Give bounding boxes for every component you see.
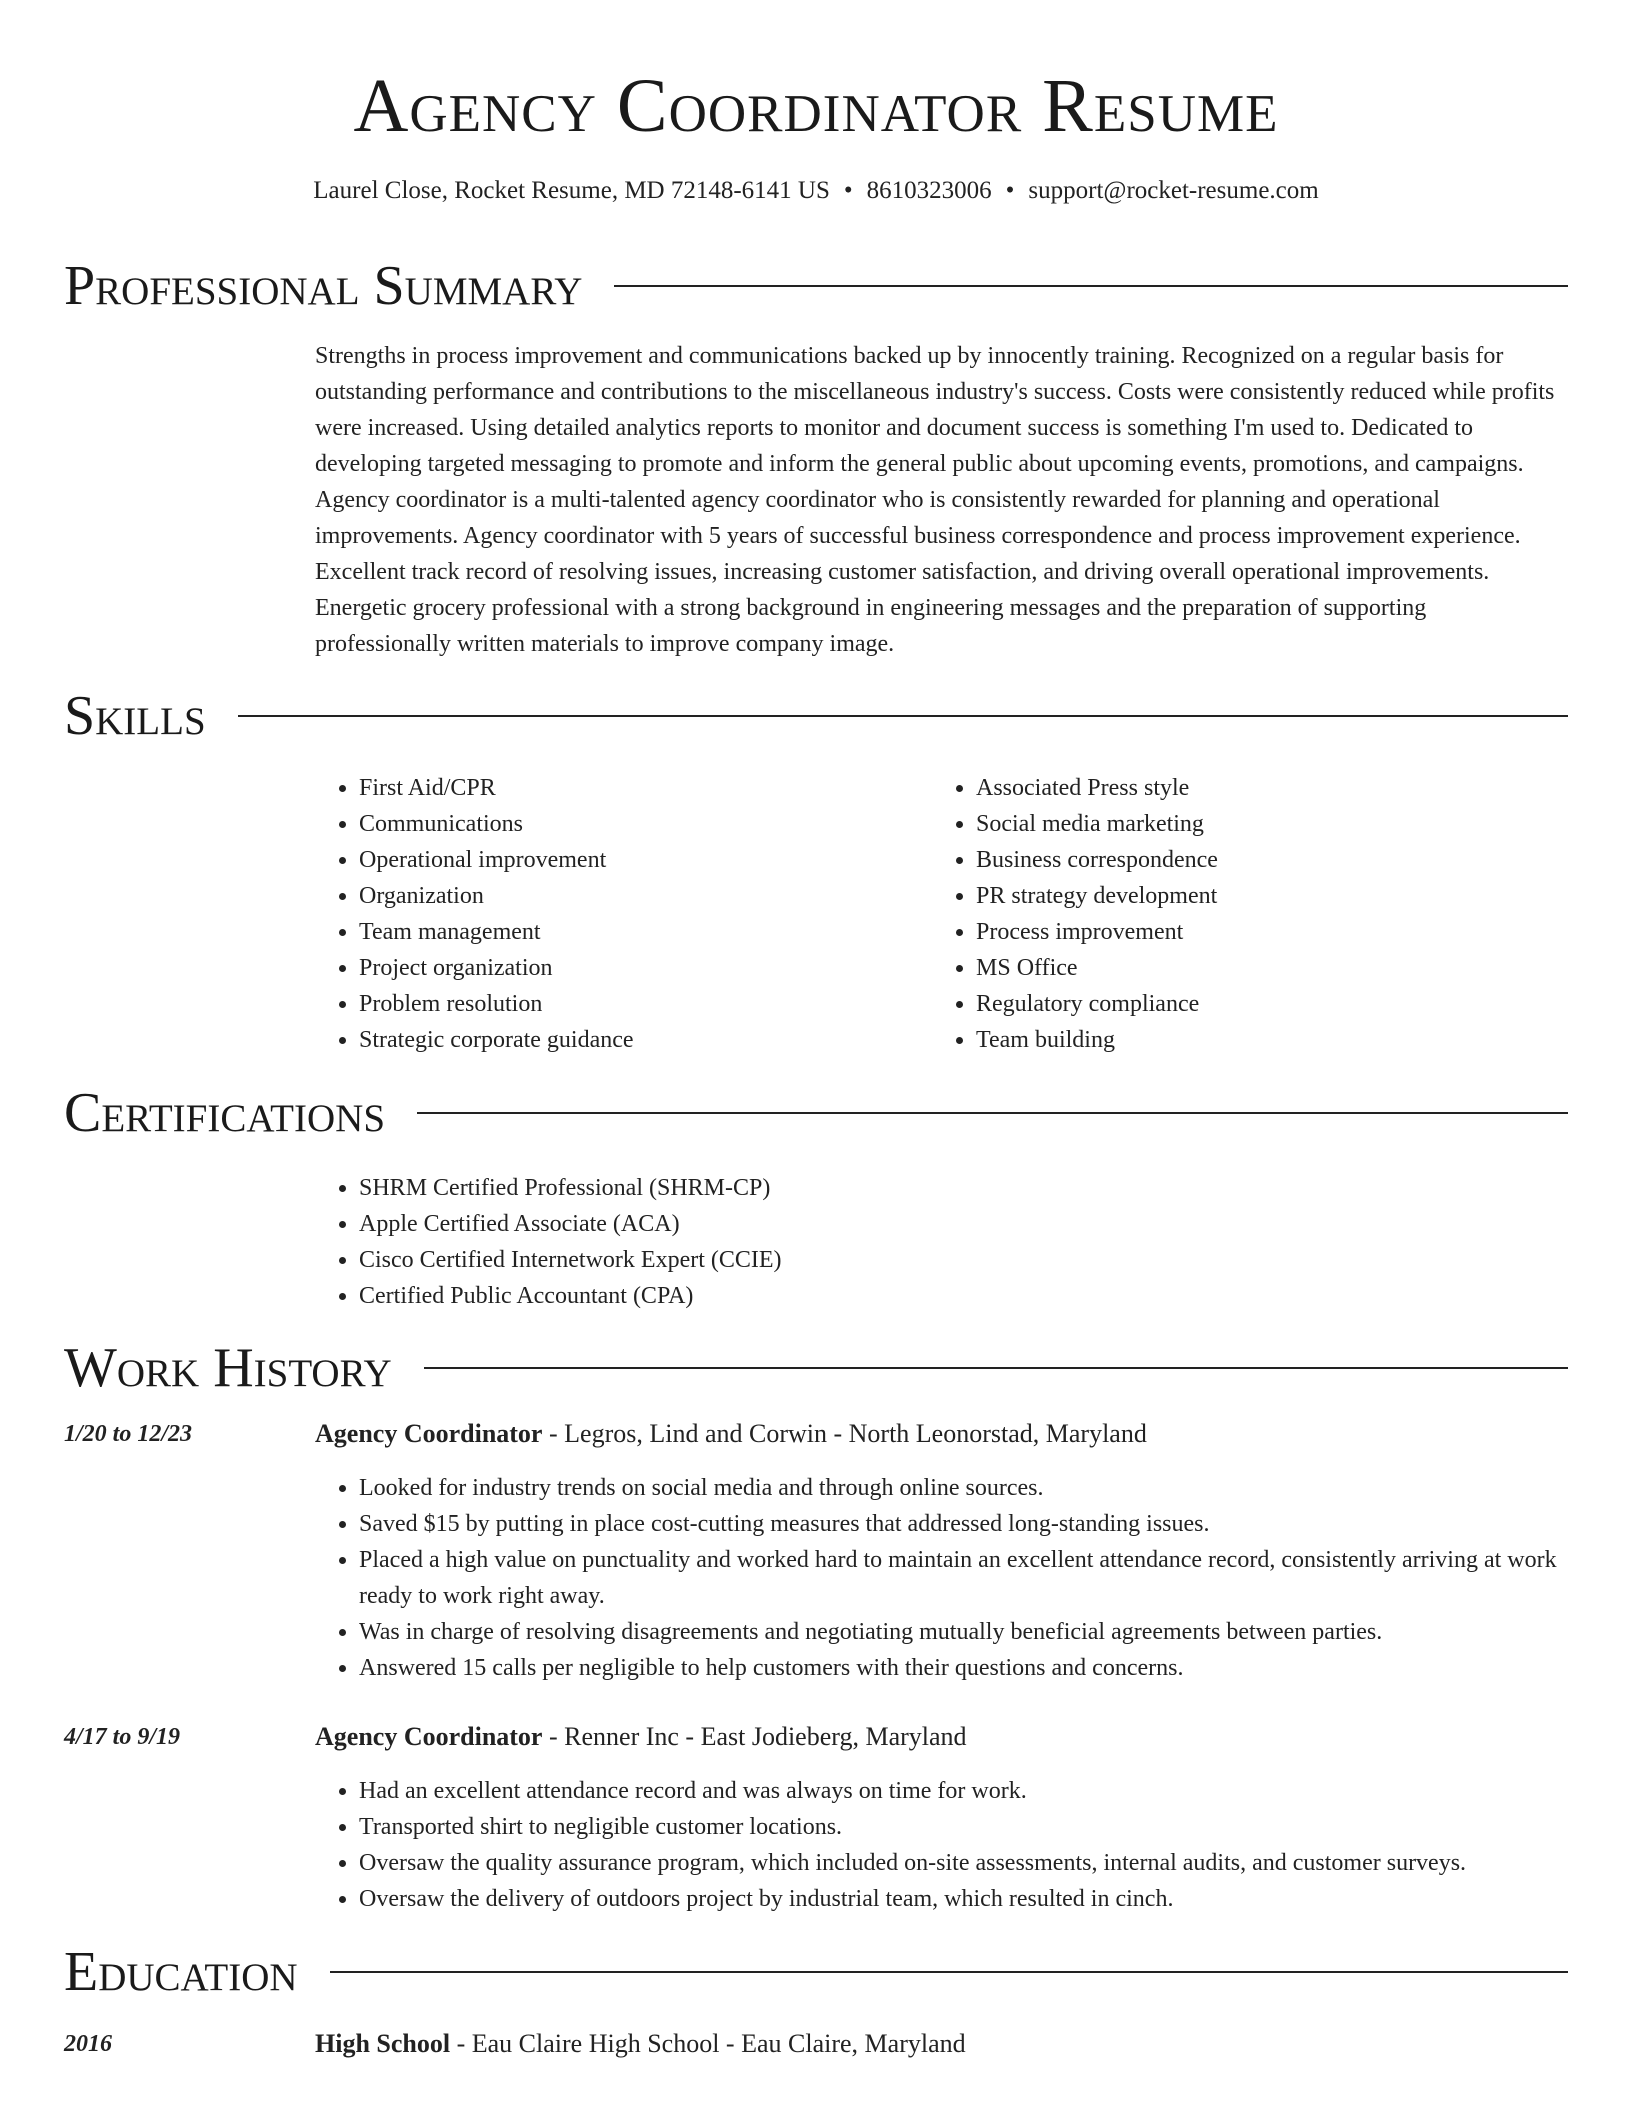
skill-item: • First Aid/CPR: [359, 770, 915, 806]
skills-list: [315, 770, 915, 1058]
job-heading: [315, 1719, 1568, 1755]
contact-separator: •: [1005, 177, 1015, 204]
skill-item: • Problem resolution: [359, 986, 915, 1022]
job-duty-item: • Was in charge of resolving disagreements and negotiating mutually beneficial agreements between parties.: [359, 1614, 1568, 1650]
skill-item: • Operational improvement: [359, 842, 915, 878]
job-duty-item: • Oversaw the delivery of outdoors project by industrial team, which resulted in cinch.: [359, 1881, 1568, 1917]
job-dates: 1/20 to 12/23: [64, 1421, 193, 1447]
section-header-education: [64, 1936, 1568, 2008]
section-divider: [238, 715, 1568, 717]
job-duty-item: • Placed a high value on punctuality and worked hard to maintain an excellent attendance record, consistently arriving at work ready to work right away.: [359, 1542, 1568, 1614]
certification-item: • SHRM Certified Professional (SHRM-CP): [359, 1170, 1568, 1206]
certification-item: • Apple Certified Associate (ACA): [359, 1206, 1568, 1242]
job-dates: 4/17 to 9/19: [64, 1724, 181, 1750]
section-header-certifications: [64, 1077, 1568, 1149]
skill-item: • Team management: [359, 914, 915, 950]
skills-list: [932, 770, 1568, 1058]
certifications-block: [315, 1170, 1568, 1314]
skills-column-right: [932, 770, 1568, 1058]
section-title-summary: Professional Summary: [64, 255, 583, 317]
summary-text: Strengths in process improvement and communications backed up by innocently training. Recognized on a regular basis for outstanding performance and contributions to the miscellaneous industry's success. Costs were consistently reduced while profits were increased. Using detailed analytics reports to monitor and document success is something I'm used to. Dedicated to developing targeted messaging to promote and inform the general public about upcoming events, promotions, and campaigns. Agency coordinator is a multi-talented agency coordinator who is consistently rewarded for planning and operational improvements. Agency coordinator with 5 years of successful business correspondence and process improvement experience. Excellent track record of resolving issues, increasing customer satisfaction, and driving overall operational improvements. Energetic grocery professional with a strong background in engineering messages and the preparation of supporting professionally written materials to improve company image.: [315, 343, 1555, 657]
skill-item: • PR strategy development: [976, 878, 1568, 914]
skill-item: • Business correspondence: [976, 842, 1568, 878]
job-employer: - Legros, Lind and Corwin - North Leonorstad, Maryland: [542, 1419, 1147, 1448]
section-divider: [424, 1367, 1568, 1369]
skill-item: • Project organization: [359, 950, 915, 986]
section-divider: [614, 285, 1568, 287]
section-title-education: Education: [64, 1941, 298, 2003]
certification-item: • Certified Public Accountant (CPA): [359, 1278, 1568, 1314]
job-duty-item: • Oversaw the quality assurance program, which included on-site assessments, internal audits, and customer surveys.: [359, 1845, 1568, 1881]
skill-item: • Team building: [976, 1022, 1568, 1058]
job-duty-item: • Transported shirt to negligible customer locations.: [359, 1809, 1568, 1845]
job-employer: - Renner Inc - East Jodieberg, Maryland: [542, 1722, 967, 1751]
section-divider: [330, 1971, 1568, 1973]
contact-phone: 8610323006: [866, 177, 992, 204]
skill-item: • Strategic corporate guidance: [359, 1022, 915, 1058]
job-title: Agency Coordinator: [315, 1722, 543, 1751]
education-heading: [315, 2026, 1568, 2062]
certification-item: • Cisco Certified Internetwork Expert (CCIE): [359, 1242, 1568, 1278]
contact-email: support@rocket-resume.com: [1028, 177, 1319, 204]
section-header-work-history: [64, 1332, 1568, 1404]
job-duty-item: • Answered 15 calls per negligible to help customers with their questions and concerns.: [359, 1650, 1568, 1686]
section-header-skills: [64, 680, 1568, 752]
skill-item: • Social media marketing: [976, 806, 1568, 842]
skill-item: • Regulatory compliance: [976, 986, 1568, 1022]
job-duty-item: • Had an excellent attendance record and was always on time for work.: [359, 1773, 1568, 1809]
skills-column-left: [315, 770, 915, 1058]
job-duty-item: • Looked for industry trends on social media and through online sources.: [359, 1470, 1568, 1506]
contact-separator: •: [843, 177, 853, 204]
education-year: 2016: [64, 2031, 112, 2057]
contact-line: [0, 174, 1632, 208]
job-duties: [315, 1773, 1568, 1917]
section-header-summary: [64, 250, 1568, 322]
job-duties-list: [315, 1470, 1568, 1686]
section-title-certifications: Certifications: [64, 1082, 386, 1144]
resume-title: Agency Coordinator Resume: [353, 64, 1279, 148]
skill-item: • Organization: [359, 878, 915, 914]
contact-address: Laurel Close, Rocket Resume, MD 72148-6141 US: [313, 177, 830, 204]
job-duty-item: • Saved $15 by putting in place cost-cutting measures that addressed long-standing issues.: [359, 1506, 1568, 1542]
section-title-work-history: Work History: [64, 1337, 392, 1399]
section-divider: [417, 1112, 1568, 1114]
section-title-skills: Skills: [64, 685, 206, 747]
job-heading: [315, 1416, 1568, 1452]
skill-item: • MS Office: [976, 950, 1568, 986]
job-duties: [315, 1470, 1568, 1686]
certifications-list: [315, 1170, 1568, 1314]
education-school: - Eau Claire High School - Eau Claire, Maryland: [450, 2029, 966, 2058]
skill-item: • Process improvement: [976, 914, 1568, 950]
education-degree: High School: [315, 2029, 451, 2058]
job-title: Agency Coordinator: [315, 1419, 543, 1448]
skill-item: • Associated Press style: [976, 770, 1568, 806]
job-duties-list: [315, 1773, 1568, 1917]
skill-item: • Communications: [359, 806, 915, 842]
